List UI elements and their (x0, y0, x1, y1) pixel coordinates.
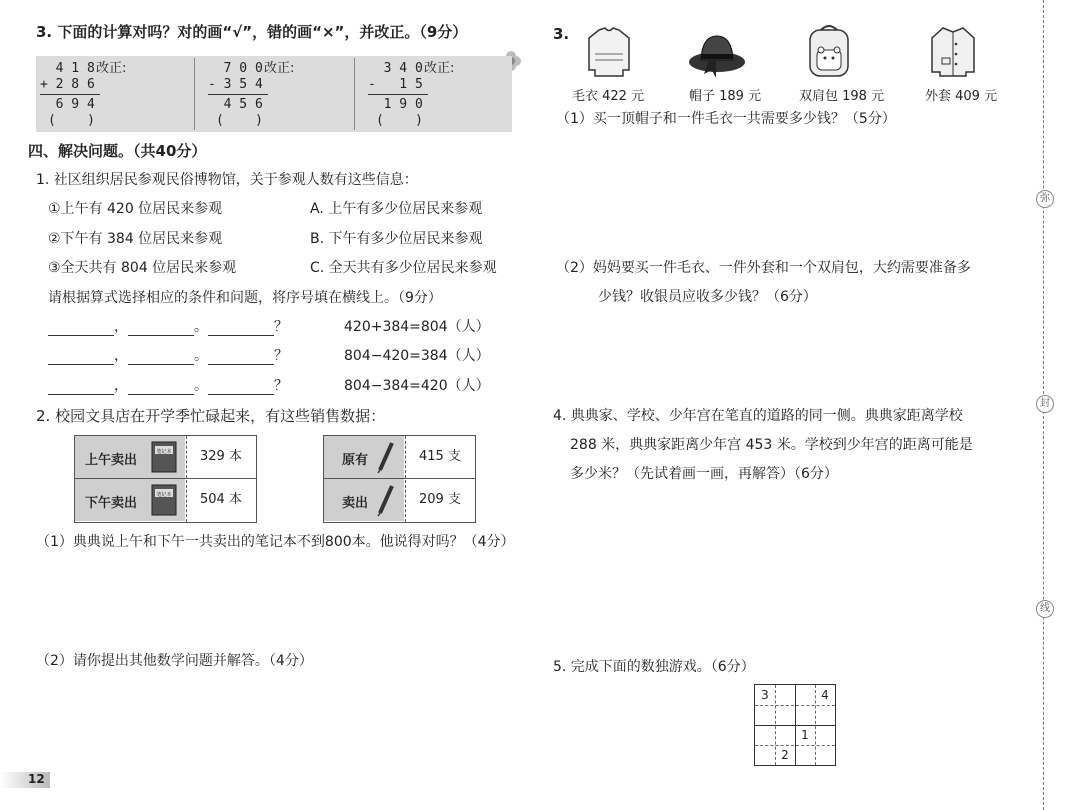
grid-line (755, 705, 835, 706)
question-c: C. 全天共有多少位居民来参观 (310, 260, 497, 276)
question-a: A. 上午有多少位居民来参观 (310, 201, 483, 217)
binding-mark: 弥 (1036, 190, 1054, 208)
question-mark: ？ (274, 378, 288, 394)
calc-operand: 4 1 8 (40, 61, 95, 76)
notebook-icon (149, 440, 179, 474)
hat-icon (686, 28, 748, 80)
calc-divider (194, 58, 195, 130)
sudoku-given: 3 (761, 688, 769, 702)
sudoku-grid (754, 684, 836, 766)
calc-divider (354, 58, 355, 130)
q2-title: 2. 校园文具店在开学季忙碌起来，有这些销售数据： (36, 407, 386, 425)
blank-field[interactable] (48, 321, 114, 336)
blank-field[interactable] (208, 321, 274, 336)
table-value: 209 支 (419, 492, 461, 507)
table-value: 504 本 (200, 492, 242, 507)
section-title: 四、解决问题。（共40分） (28, 142, 207, 160)
q4-line3: 多少米？（先试着画一画，再解答）（6分） (570, 466, 838, 482)
q3-title: 3. 下面的计算对吗？对的画“√”，错的画“×”，并改正。（9分） (36, 23, 468, 41)
q5-title: 5. 完成下面的数独游戏。（6分） (553, 659, 755, 675)
calc-result: 6 9 4 (40, 97, 95, 112)
notebook-icon (149, 483, 179, 517)
grid-line (755, 745, 835, 746)
answer-paren[interactable]: ( ) (376, 113, 423, 128)
period: 。 (194, 378, 208, 394)
question-mark: ？ (274, 319, 288, 335)
backpack-icon (804, 22, 854, 80)
equation: 804−420=384（人） (344, 348, 490, 364)
sudoku-given: 2 (781, 748, 789, 762)
sudoku-given: 1 (801, 728, 809, 742)
item-label-hat: 帽子 189 元 (689, 89, 762, 104)
blank-field[interactable] (128, 350, 194, 365)
pen-icon (374, 440, 398, 474)
item-label-backpack: 双肩包 198 元 (799, 89, 885, 104)
q2-part1: （1）典典说上午和下午一共卖出的笔记本不到800本。他说得对吗？（4分） (36, 534, 515, 550)
q1-instruction: 请根据算式选择相应的条件和问题，将序号填在横线上。（9分） (48, 290, 442, 306)
blank-field[interactable] (208, 380, 274, 395)
q2-part2: （2）请你提出其他数学问题并解答。（4分） (36, 653, 313, 669)
q3-part2-line1: （2）妈妈要买一件毛衣、一件外套和一个双肩包，大约需要准备多 (556, 260, 971, 276)
answer-paren[interactable]: ( ) (48, 113, 95, 128)
row-label: 上午卖出 (85, 453, 138, 468)
divider (186, 436, 187, 522)
pen-icon (374, 483, 398, 517)
calc-item (364, 56, 512, 132)
q4-line2: 288 米，典典家距离少年宫 453 米。学校到少年宫的距离可能是 (570, 437, 973, 453)
notebook-cover-text: 笔记本 (156, 492, 172, 498)
sweater-icon (585, 24, 633, 80)
comma: ， (114, 348, 128, 364)
item-label-sweater: 毛衣 422 元 (572, 89, 645, 104)
table-cell (75, 479, 185, 521)
calc-item (204, 56, 354, 132)
calc-fix-label: 改正: (96, 61, 127, 76)
page-number: 12 (0, 772, 50, 788)
table-cell (324, 479, 404, 521)
question-mark: ？ (274, 348, 288, 364)
calc-operand: - 3 5 4 (208, 77, 263, 92)
divider (405, 436, 406, 522)
table-cell (324, 436, 404, 478)
q3-part1: （1）买一顶帽子和一件毛衣一共需要多少钱？（5分） (556, 111, 896, 127)
calc-line (208, 94, 268, 95)
blank-field[interactable] (48, 380, 114, 395)
fill-row (48, 345, 288, 365)
fill-row (48, 316, 288, 336)
calc-fix-label: 改正: (424, 61, 455, 76)
q4-line1: 4. 典典家、学校、少年宫在笔直的道路的同一侧。典典家距离学校 (553, 408, 963, 424)
calc-line (368, 94, 428, 95)
equation: 804−384=420（人） (344, 378, 490, 394)
calc-strip (36, 56, 512, 132)
table-value: 329 本 (200, 449, 242, 464)
pen-sales-table (323, 435, 476, 523)
fill-row (48, 375, 288, 395)
question-b: B. 下午有多少位居民来参观 (310, 231, 483, 247)
notebook-sales-table (74, 435, 257, 523)
calc-operand: 7 0 0 (208, 61, 263, 76)
equation: 420+384=804（人） (344, 319, 490, 335)
comma: ， (114, 378, 128, 394)
row-label: 下午卖出 (85, 496, 138, 511)
condition-3: ③全天共有 804 位居民来参观 (48, 260, 237, 276)
calc-operand: + 2 8 6 (40, 77, 95, 92)
row-label: 原有 (342, 453, 369, 468)
sudoku-given: 4 (821, 688, 829, 702)
calc-result: 1 9 0 (368, 97, 423, 112)
period: 。 (194, 319, 208, 335)
calc-operand: 3 4 0 (368, 61, 423, 76)
calc-result: 4 5 6 (208, 97, 263, 112)
condition-2: ②下午有 384 位居民来参观 (48, 231, 223, 247)
blank-field[interactable] (128, 321, 194, 336)
binding-mark: 封 (1036, 395, 1054, 413)
item-label-jacket: 外套 409 元 (925, 89, 998, 104)
q1-title: 1. 社区组织居民参观民俗博物馆，关于参观人数有这些信息： (36, 172, 418, 188)
calc-item (36, 56, 194, 132)
table-cell (75, 436, 185, 478)
calc-operand: - 1 5 (368, 77, 423, 92)
blank-field[interactable] (128, 380, 194, 395)
period: 。 (194, 348, 208, 364)
table-value: 415 支 (419, 449, 461, 464)
jacket-icon (928, 22, 978, 80)
notebook-cover-text: 笔记本 (156, 449, 172, 455)
calc-line (40, 94, 100, 95)
q3-part2-line2: 少钱？收银员应收多少钱？（6分） (598, 289, 817, 305)
blank-field[interactable] (48, 350, 114, 365)
answer-paren[interactable]: ( ) (216, 113, 263, 128)
row-label: 卖出 (342, 496, 369, 511)
condition-1: ①上午有 420 位居民来参观 (48, 201, 223, 217)
binding-mark: 线 (1036, 600, 1054, 618)
q3-number: 3. (553, 25, 570, 43)
calc-fix-label: 改正: (264, 61, 295, 76)
blank-field[interactable] (208, 350, 274, 365)
comma: ， (114, 319, 128, 335)
